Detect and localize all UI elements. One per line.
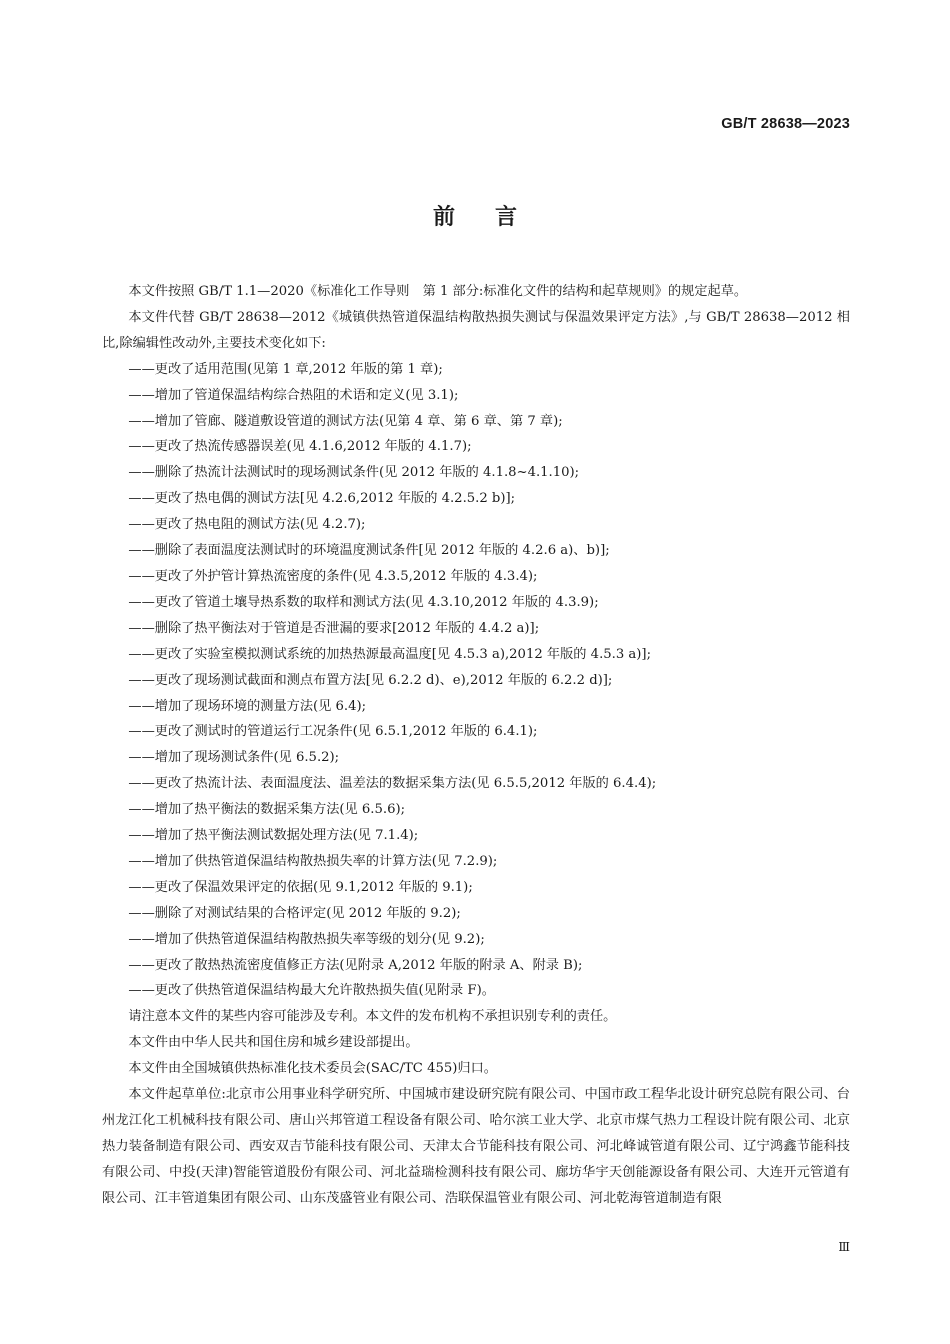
list-item: ——增加了供热管道保温结构散热损失率等级的划分(见 9.2); [128, 931, 485, 947]
list-item: ——删除了热流计法测试时的现场测试条件(见 2012 年版的 4.1.8~4.1.10); [128, 465, 580, 481]
proposer-statement: 本文件由中华人民共和国住房和城乡建设部提出。 [128, 1035, 419, 1051]
list-item: ——更改了适用范围(见第 1 章,2012 年版的第 1 章); [128, 361, 443, 377]
list-item: ——增加了供热管道保温结构散热损失率的计算方法(见 7.2.9); [128, 853, 498, 869]
list-item: ——更改了测试时的管道运行工况条件(见 6.5.1,2012 年版的 6.4.1); [128, 724, 538, 740]
list-item: ——更改了热流计法、表面温度法、温差法的数据采集方法(见 6.5.5,2012 年版的 6.4.4); [128, 776, 657, 792]
list-item: ——更改了现场测试截面和测点布置方法[见 6.2.2 d)、e),2012 年版的 6.2.2 d)]; [128, 672, 613, 688]
list-item: ——删除了热平衡法对于管道是否泄漏的要求[2012 年版的 4.4.2 a)]; [128, 620, 540, 636]
list-item: ——增加了热平衡法的数据采集方法(见 6.5.6); [128, 802, 406, 818]
list-item: ——删除了表面温度法测试时的环境温度测试条件[见 2012 年版的 4.2.6 a)、b)]; [128, 543, 610, 559]
list-item: ——增加了管道保温结构综合热阻的术语和定义(见 3.1); [128, 387, 459, 403]
intro-paragraph: 本文件按照 GB/T 1.1—2020《标准化工作导则 第 1 部分:标准化文件的结构和起草规则》的规定起草。 [128, 284, 748, 299]
patent-notice: 请注意本文件的某些内容可能涉及专利。本文件的发布机构不承担识别专利的责任。 [128, 1009, 617, 1025]
committee-statement: 本文件由全国城镇供热标准化技术委员会(SAC/TC 455)归口。 [128, 1061, 497, 1077]
list-item: ——更改了热流传感器误差(见 4.1.6,2012 年版的 4.1.7); [128, 439, 472, 455]
changes-list [102, 357, 850, 1005]
list-item: ——增加了管廊、隧道敷设管道的测试方法(见第 4 章、第 6 章、第 7 章); [128, 413, 563, 429]
list-item: ——更改了热电阻的测试方法(见 4.2.7); [128, 517, 366, 533]
drafting-units: 本文件起草单位:北京市公用事业科学研究所、中国城市建设研究院有限公司、中国市政工程华北设计研究总院有限公司、台州龙江化工机械科技有限公司、唐山兴邦管道工程设备有限公司、哈尔滨工业大学、北京市煤气热力工程设计院有限公司、北京热力装备制造有限公司、西安双吉节能科技有限公司、天津太合节能科技有限公司、河北峰诚管道有限公司、辽宁鸿鑫节能科技有限公司、中投(天津)智能管道股份有限公司、河北益瑞检测科技有限公司、廊坊华宇天创能源设备有限公司、大连开元管道有限公司、江丰管道集团有限公司、山东茂盛管业有限公司、浩联保温管业有限公司、河北乾海管道制造有限 [102, 1087, 850, 1206]
list-item: ——更改了热电偶的测试方法[见 4.2.6,2012 年版的 4.2.5.2 b)]; [128, 491, 516, 507]
list-item: ——增加了现场测试条件(见 6.5.2); [128, 750, 340, 766]
list-item: ——增加了热平衡法测试数据处理方法(见 7.1.4); [128, 828, 419, 844]
list-item: ——更改了供热管道保温结构最大允许散热损失值(见附录 F)。 [128, 983, 495, 999]
document-body [102, 279, 850, 1212]
list-item: ——更改了管道土壤导热系数的取样和测试方法(见 4.3.10,2012 年版的 4.3.9); [128, 594, 599, 610]
intro-paragraph: 本文件代替 GB/T 28638—2012《城镇供热管道保温结构散热损失测试与保温效果评定方法》,与 GB/T 28638—2012 相比,除编辑性改动外,主要技术变化如下: [102, 309, 850, 351]
list-item: ——增加了现场环境的测量方法(见 6.4); [128, 698, 367, 714]
list-item: ——删除了对测试结果的合格评定(见 2012 年版的 9.2); [128, 905, 461, 921]
page-number: Ⅲ [838, 1240, 850, 1254]
standard-code: GB/T 28638—2023 [721, 116, 850, 132]
page-title: 前言 [432, 205, 557, 230]
list-item: ——更改了实验室模拟测试系统的加热热源最高温度[见 4.5.3 a),2012 年版的 4.5.3 a)]; [128, 646, 652, 662]
list-item: ——更改了外护管计算热流密度的条件(见 4.3.5,2012 年版的 4.3.4); [128, 568, 538, 584]
list-item: ——更改了散热热流密度值修正方法(见附录 A,2012 年版的附录 A、附录 B); [128, 957, 583, 973]
list-item: ——更改了保温效果评定的依据(见 9.1,2012 年版的 9.1); [128, 879, 473, 895]
